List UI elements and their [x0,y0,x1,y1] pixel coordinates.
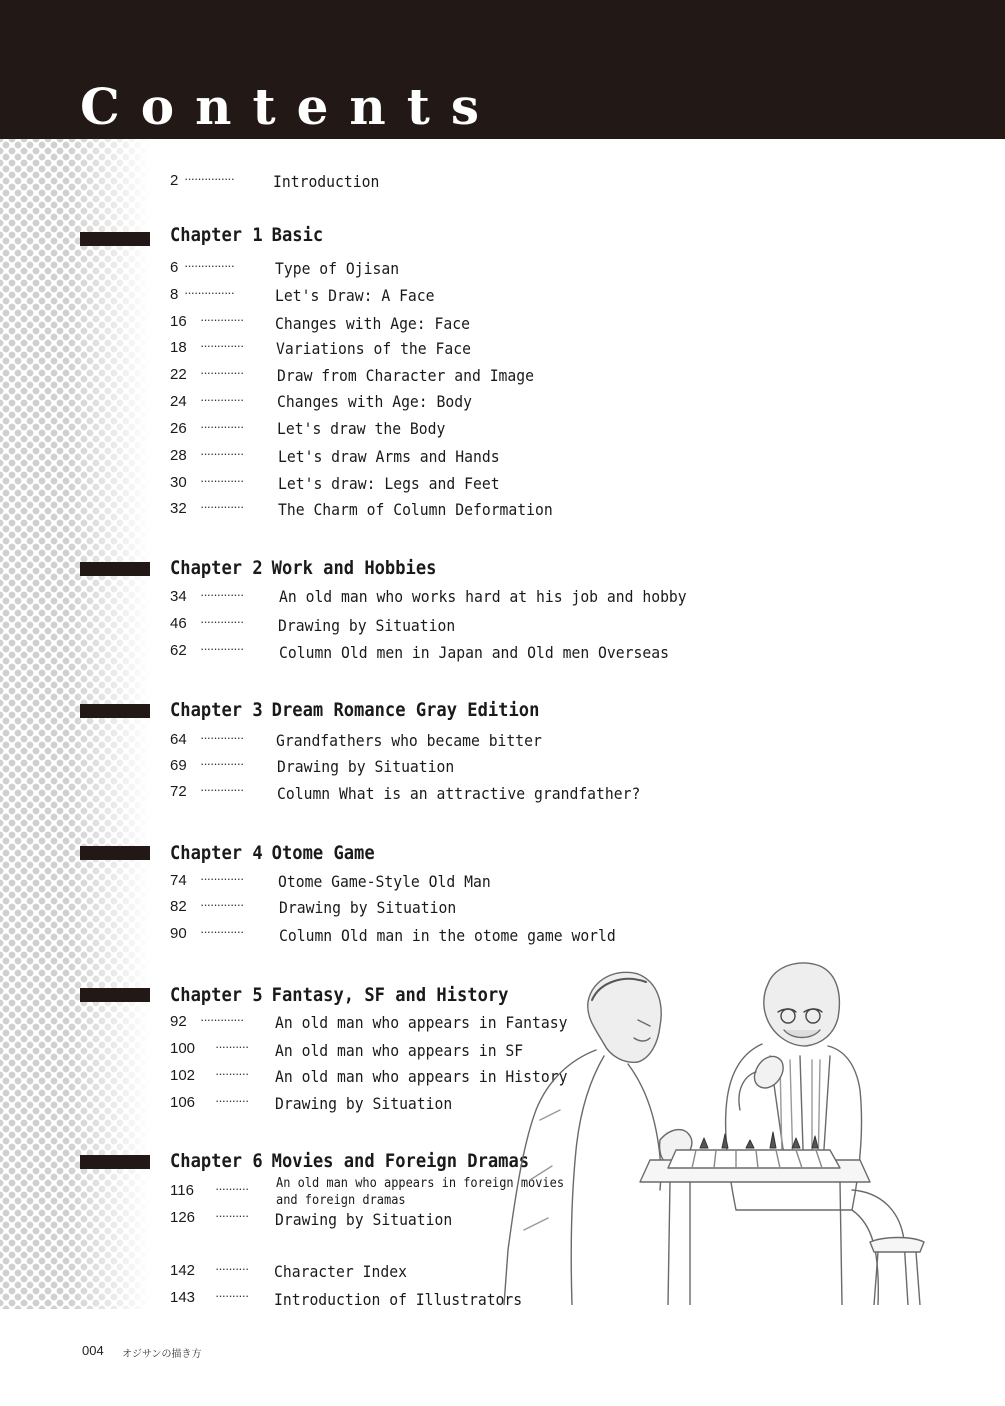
leader-dots: ··············· [184,285,234,300]
toc-entry[interactable]: An old man who appears in SF [275,1041,524,1060]
chapter-3-heading[interactable] [170,699,539,721]
chapter-5-heading[interactable] [170,984,508,1006]
character-index-link[interactable]: Character Index [274,1262,407,1281]
chapter-label: Chapter [170,842,243,864]
leader-dots: ············· [200,897,244,912]
chapter-6-heading[interactable] [170,1150,529,1172]
leader-dots: ············· [200,419,244,434]
toc-page-number: 143 [170,1289,196,1306]
toc-page-number: 116 [170,1182,194,1199]
toc-page-number: 74 [170,872,187,889]
toc-entry[interactable]: An old man who works hard at his job and hobby [279,587,687,606]
chapter-2-bar [80,562,150,576]
chapter-label: Chapter [170,699,243,721]
old-men-playing-chess-illustration [500,960,960,1305]
toc-entry[interactable]: Drawing by Situation [275,1210,453,1229]
footer-page-number: 004 [82,1343,104,1358]
intro-page-number: 2 [170,172,179,189]
chapter-label: Chapter [170,557,243,579]
chapter-title: Otome Game [271,842,375,864]
leader-dots: ·········· [215,1261,249,1276]
toc-entry[interactable]: Changes with Age: Face [275,314,470,333]
toc-page-number: 90 [170,925,187,942]
toc-page-number: 30 [170,474,187,491]
toc-page-number: 106 [170,1094,196,1111]
toc-page-number: 18 [170,339,187,356]
toc-page-number: 64 [170,731,187,748]
leader-dots: ············· [200,473,244,488]
toc-page-number: 142 [170,1262,196,1279]
toc-entry[interactable]: Drawing by Situation [278,616,456,635]
chapter-number: 2 [252,557,263,579]
toc-page-number: 72 [170,783,187,800]
chapter-label: Chapter [170,1150,243,1172]
toc-entry[interactable]: Drawing by Situation [277,757,455,776]
leader-dots: ·········· [215,1208,249,1223]
toc-entry[interactable]: Changes with Age: Body [277,392,472,411]
toc-page-number: 62 [170,642,187,659]
toc-page-number: 32 [170,500,187,517]
chapter-3-bar [80,704,150,718]
toc-page-number: 82 [170,898,187,915]
toc-entry[interactable]: Column Old men in Japan and Old men Overseas [279,643,669,662]
leader-dots: ············· [200,446,244,461]
toc-page-number: 126 [170,1209,196,1226]
chapter-number: 4 [252,842,263,864]
leader-dots: ·········· [215,1066,249,1081]
toc-entry[interactable]: Drawing by Situation [275,1094,453,1113]
toc-page-number: 34 [170,588,187,605]
leader-dots: ············· [200,1012,244,1027]
leader-dots: ··············· [184,258,234,273]
leader-dots: ············· [200,641,244,656]
toc-entry[interactable]: Column What is an attractive grandfather? [277,784,641,803]
chapter-number: 3 [252,699,263,721]
toc-entry[interactable]: An old man who appears in Fantasy [275,1013,568,1032]
toc-entry[interactable]: Drawing by Situation [279,898,457,917]
leader-dots: ············· [200,782,244,797]
toc-page-number: 6 [170,259,179,276]
toc-page-number: 46 [170,615,187,632]
leader-dots: ············· [200,924,244,939]
leader-dots: ··············· [184,171,234,186]
chapter-number: 6 [252,1150,263,1172]
leader-dots: ············· [200,730,244,745]
leader-dots: ············· [200,365,244,380]
chapter-label: Chapter [170,984,243,1006]
leader-dots: ·········· [215,1039,249,1054]
footer-book-title: オジサンの描き方 [122,1349,202,1360]
leader-dots: ············· [200,614,244,629]
toc-page-number: 22 [170,366,187,383]
leader-dots: ·········· [215,1093,249,1108]
toc-page-number: 100 [170,1040,196,1057]
chapter-title: Work and Hobbies [271,557,437,579]
intro-link[interactable]: Introduction [273,172,380,191]
toc-page-number: 92 [170,1013,187,1030]
leader-dots: ············· [200,756,244,771]
leader-dots: ············· [200,499,244,514]
chapter-4-bar [80,846,150,860]
toc-entry[interactable]: Let's Draw: A Face [275,286,435,305]
toc-entry[interactable]: Draw from Character and Image [277,366,535,385]
toc-page-number: 102 [170,1067,196,1084]
page-title: Contents [80,77,501,136]
leader-dots: ············· [200,392,244,407]
chapter-number: 5 [252,984,263,1006]
leader-dots: ·········· [215,1181,249,1196]
chapter-1-bar [80,232,150,246]
chapter-number: 1 [252,224,263,246]
contents-header [0,0,1005,139]
toc-page-number: 24 [170,393,187,410]
toc-page-number: 16 [170,313,187,330]
toc-entry[interactable]: Otome Game-Style Old Man [278,872,491,891]
toc-entry[interactable]: Type of Ojisan [275,259,400,278]
chapter-6-bar [80,1155,150,1169]
chapter-label: Chapter [170,224,243,246]
chapter-4-heading[interactable] [170,842,375,864]
leader-dots: ············· [200,338,244,353]
chapter-title: Fantasy, SF and History [271,984,509,1006]
toc-page-number: 26 [170,420,187,437]
chapter-title: Dream Romance Gray Edition [271,699,540,721]
leader-dots: ············· [200,587,244,602]
toc-entry[interactable]: An old man who appears in foreign movies and foreign dramas [276,1176,565,1208]
chapter-2-heading[interactable] [170,557,436,579]
toc-page-number: 8 [170,286,179,303]
toc-entry[interactable]: Let's draw the Body [277,419,446,438]
toc-entry[interactable]: Grandfathers who became bitter [276,731,542,750]
chapter-5-bar [80,988,150,1002]
toc-page-number: 69 [170,757,187,774]
leader-dots: ············· [200,312,244,327]
chapter-1-heading[interactable] [170,224,323,246]
toc-entry[interactable]: Let's draw: Legs and Feet [278,474,500,493]
leader-dots: ············· [200,871,244,886]
chapter-title: Basic [271,224,324,246]
toc-page-number: 28 [170,447,187,464]
toc-entry[interactable]: The Charm of Column Deformation [278,500,553,519]
halftone-dot-strip [0,139,150,1309]
leader-dots: ·········· [215,1288,249,1303]
chapter-title: Movies and Foreign Dramas [271,1150,530,1172]
toc-entry[interactable]: Let's draw Arms and Hands [278,447,500,466]
toc-entry[interactable]: Column Old man in the otome game world [279,926,616,945]
toc-entry[interactable]: Variations of the Face [276,339,471,358]
toc-entry[interactable]: An old man who appears in History [275,1067,568,1086]
illustrators-link[interactable]: Introduction of Illustrators [274,1290,523,1309]
